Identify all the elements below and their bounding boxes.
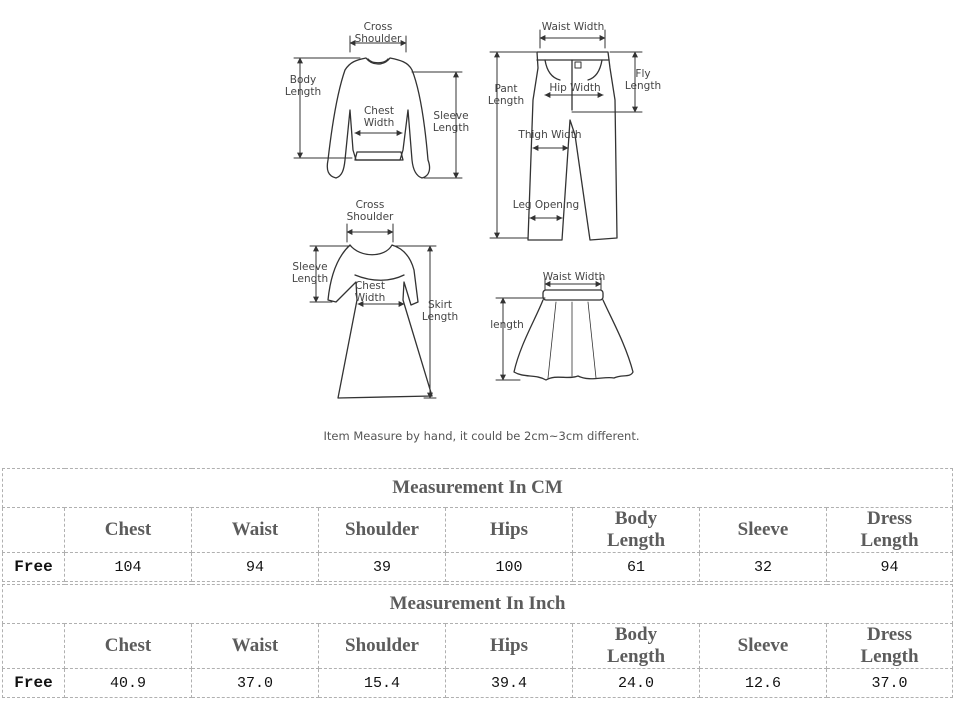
header-hips: Hips [446,508,573,553]
label-dress-skirt-length: Skirt Length [421,299,459,323]
label-skirt-length: length [490,319,524,331]
label-top-chest-width: Chest Width [363,105,395,129]
value-dress-length: 94 [827,553,953,582]
value-body-length: 61 [573,553,700,582]
header-hips: Hips [446,624,573,669]
label-pants-waist-width: Waist Width [541,21,605,33]
header-waist: Waist [192,624,319,669]
value-hips: 100 [446,553,573,582]
label-dress-chest-width: Chest Width [354,280,386,304]
header-chest: Chest [65,508,192,553]
pants-drawing [528,52,617,240]
value-shoulder: 39 [319,553,446,582]
value-chest: 104 [65,553,192,582]
value-dress-length: 37.0 [827,669,953,698]
header-dress-length: Dress Length [827,624,953,669]
table-title: Measurement In CM [3,469,953,508]
label-pants-hip-width: Hip Width [549,82,601,94]
value-shoulder: 15.4 [319,669,446,698]
header-shoulder: Shoulder [319,508,446,553]
value-sleeve: 12.6 [700,669,827,698]
label-top-body-length: Body Length [284,74,322,98]
row-label-free: Free [3,669,65,698]
value-hips: 39.4 [446,669,573,698]
label-skirt-waist-width: Waist Width [542,271,606,283]
value-body-length: 24.0 [573,669,700,698]
header-waist: Waist [192,508,319,553]
label-top-sleeve-length: Sleeve Length [432,110,470,134]
value-waist: 37.0 [192,669,319,698]
size-table-inch [2,584,953,698]
measurement-note: Item Measure by hand, it could be 2cm~3cm different. [323,429,640,443]
label-pants-leg-opening: Leg Opening [512,199,580,211]
label-pants-thigh-width: Thigh Width [518,129,582,141]
label-pants-fly-length: Fly Length [624,68,662,92]
value-waist: 94 [192,553,319,582]
header-body-length: Body Length [573,624,700,669]
value-chest: 40.9 [65,669,192,698]
skirt-drawing [514,290,633,380]
label-pants-pant-length: Pant Length [487,83,525,107]
size-table-cm [2,468,953,582]
header-blank-cell [3,624,65,669]
header-sleeve: Sleeve [700,508,827,553]
header-sleeve: Sleeve [700,624,827,669]
header-dress-length: Dress Length [827,508,953,553]
label-dress-cross-shoulder: Cross Shoulder [346,199,394,223]
value-sleeve: 32 [700,553,827,582]
header-blank-cell [3,508,65,553]
header-body-length: Body Length [573,508,700,553]
table-title: Measurement In Inch [3,585,953,624]
header-chest: Chest [65,624,192,669]
label-dress-sleeve-length: Sleeve Length [291,261,329,285]
label-top-cross-shoulder: Cross Shoulder [354,21,402,45]
header-shoulder: Shoulder [319,624,446,669]
row-label-free: Free [3,553,65,582]
